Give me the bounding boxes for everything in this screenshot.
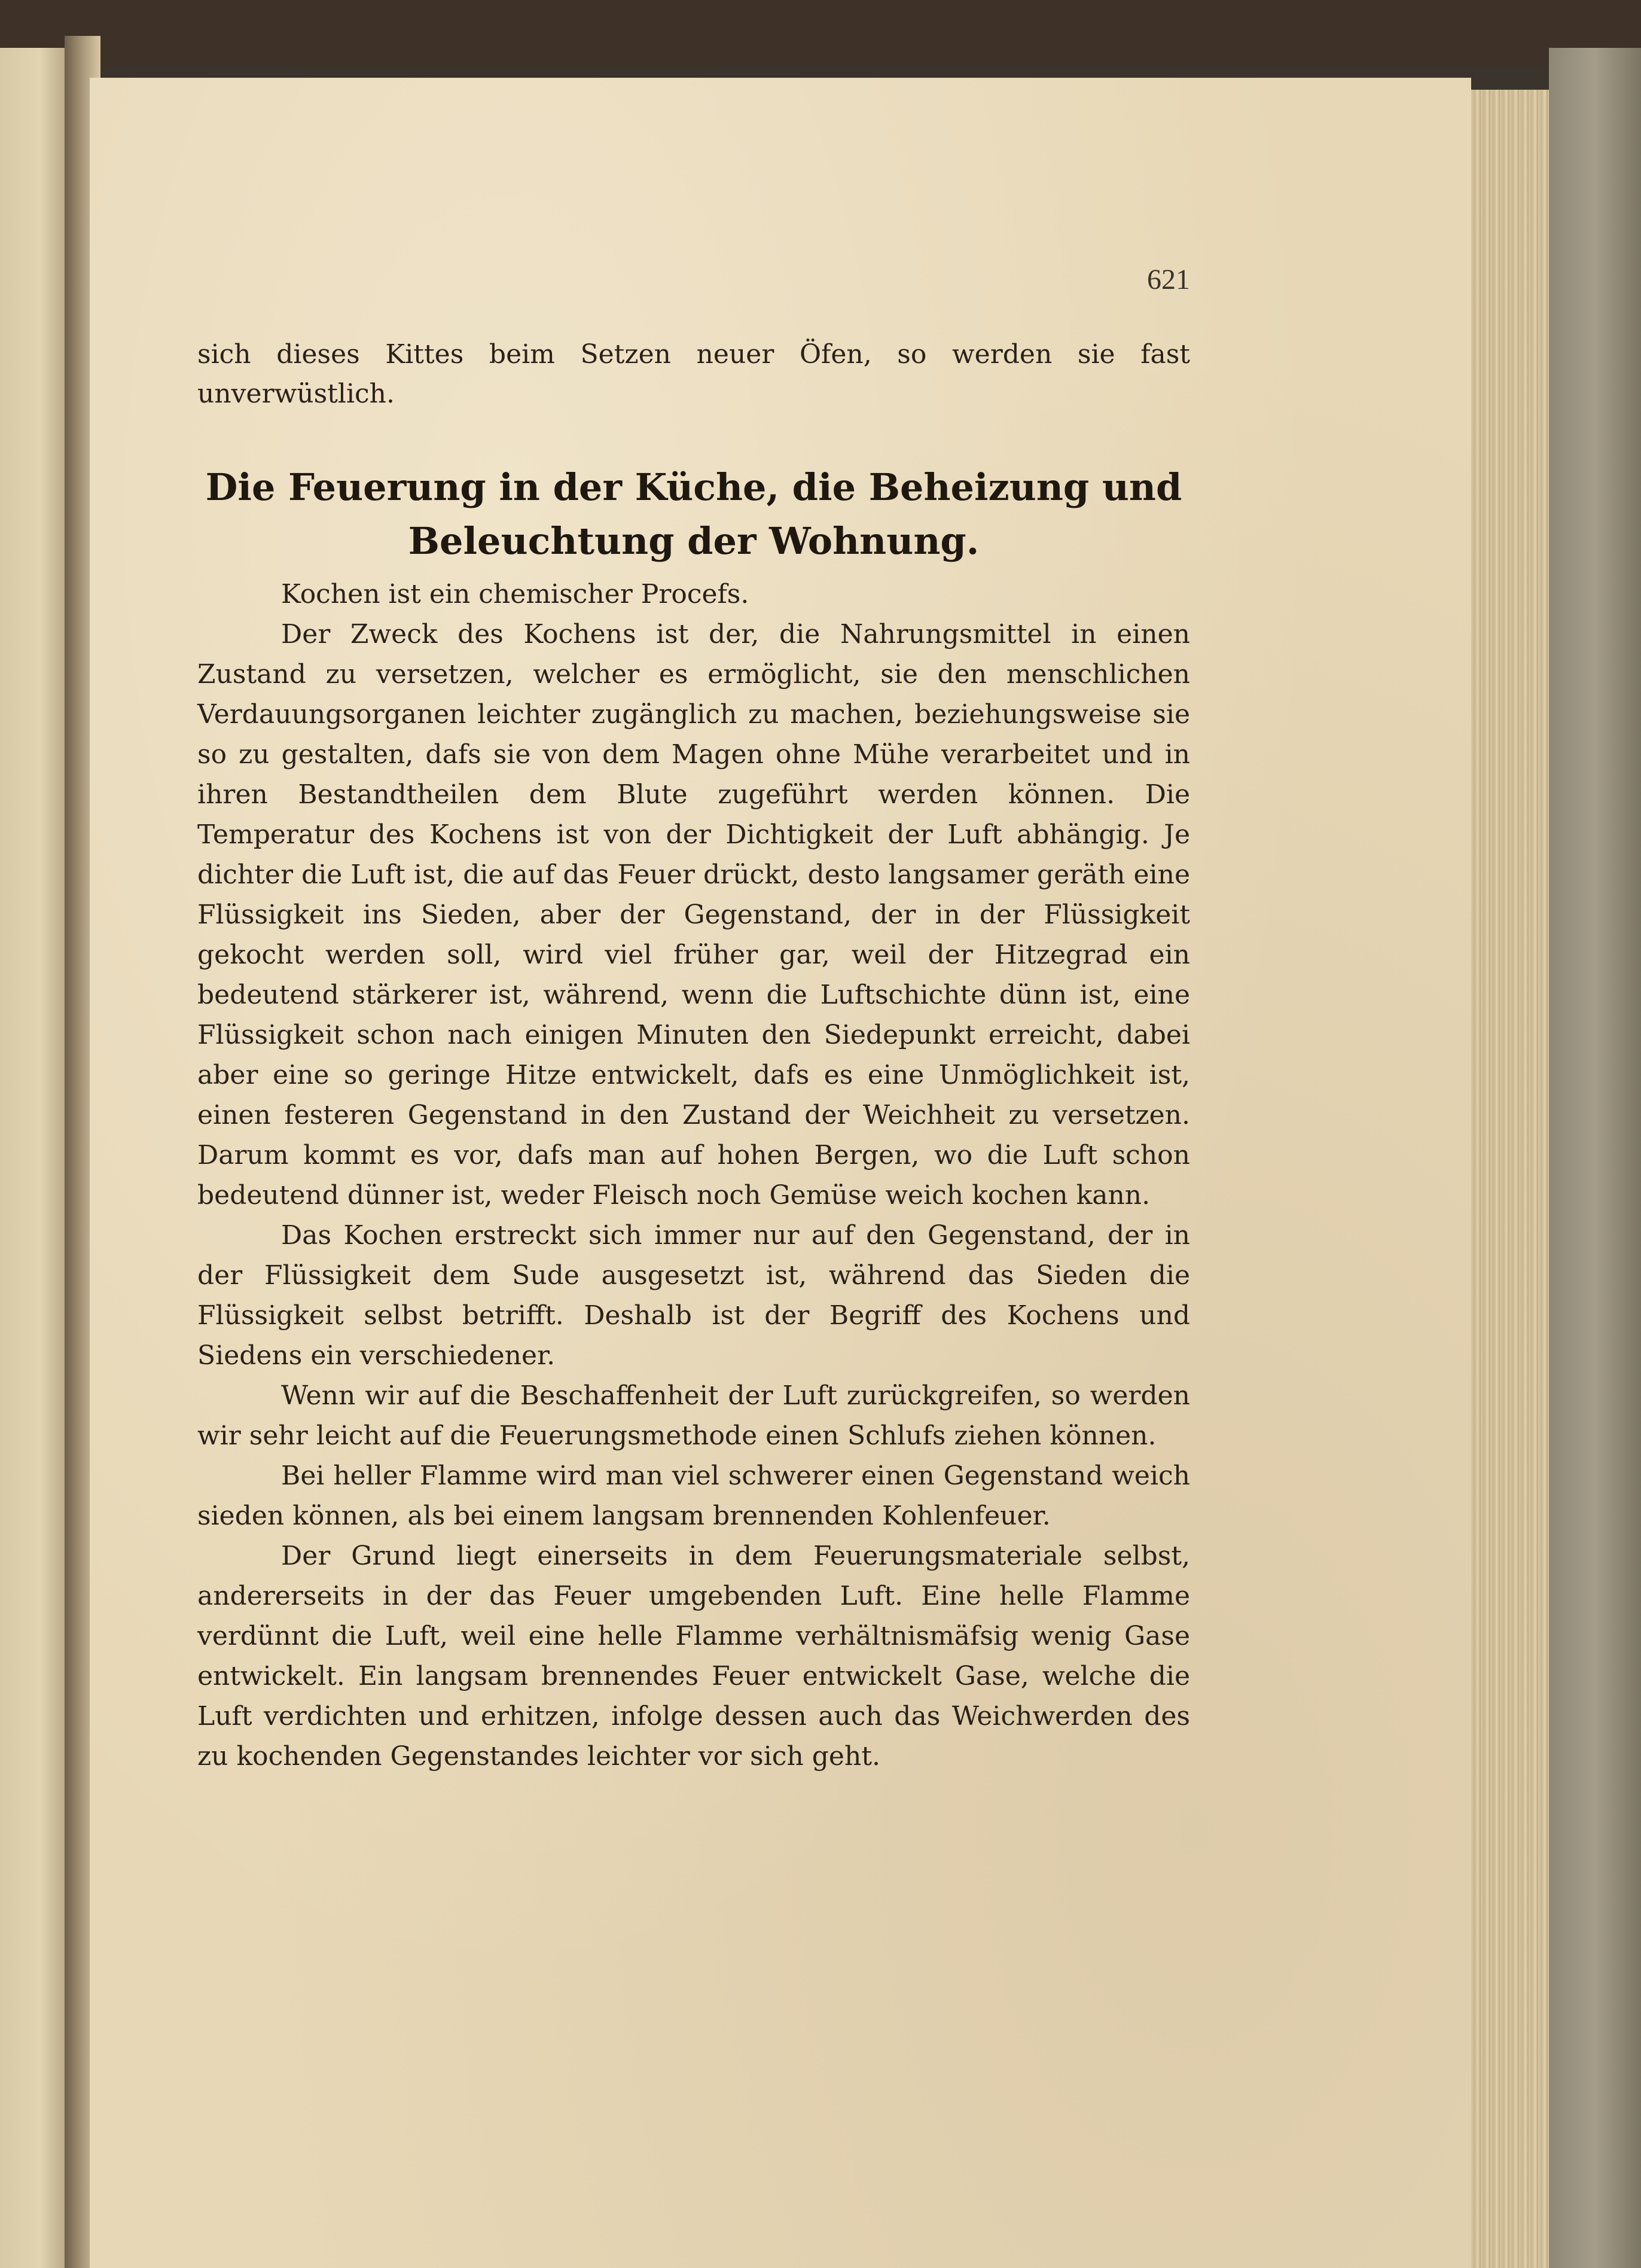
facing-page-edge	[0, 48, 67, 2268]
section-heading: Die Feuerung in der Küche, die Beheizung und Beleuchtung der Wohnung.	[205, 465, 1182, 563]
book-cover-edge	[1549, 48, 1641, 2268]
paragraph: Der Zweck des Kochens ist der, die Nahrungsmittel in einen Zustand zu versetzen, welcher es ermöglicht, sie den menschlichen Verdauungsorganen leichter zugänglich zu machen, beziehungsweise sie so zu gestalten, dafs sie von dem Magen ohne Mühe verarbeitet und in ihren Bestandtheilen dem Blute zugeführt werden können. Die Temperatur des Kochens ist von der Dichtigkeit der Luft abhängig. Je dichter die Luft ist, die auf das Feuer drückt, desto langsamer geräth eine Flüssigkeit ins Sieden, aber der Gegenstand, der in der Flüssigkeit gekocht werden soll, wird viel früher gar, weil der Hitzegrad ein bedeutend stärkerer ist, während, wenn die Luftschichte dünn ist, eine Flüssigkeit schon nach einigen Minuten den Siedepunkt erreicht, dabei aber eine so geringe Hitze entwickelt, dafs es eine Unmöglichkeit ist, einen festeren Gegenstand in den Zustand der Weichheit zu versetzen. Darum kommt es vor, dafs man auf hohen Bergen, wo die Luft schon bedeutend dünner ist, weder Fleisch noch Gemüse weich kochen kann.	[197, 619, 1190, 1211]
body-text	[197, 574, 1190, 1776]
paragraph: Kochen ist ein chemischer Procefs.	[281, 579, 749, 609]
paragraph: Wenn wir auf die Beschaffenheit der Luft zurückgreifen, so werden wir sehr leicht auf die Feuerungsmethode einen Schlufs ziehen können.	[197, 1380, 1190, 1451]
paragraph: Der Grund liegt einerseits in dem Feuerungsmateriale selbst, andererseits in der das Feuer umgebenden Luft. Eine helle Flamme verdünnt die Luft, weil eine helle Flamme verhältnismäfsig wenig Gase entwickelt. Ein langsam brennendes Feuer entwickelt Gase, welche die Luft verdichten und erhitzen, infolge dessen auch das Weichwerden des zu kochenden Gegenstandes leichter vor sich geht.	[197, 1541, 1190, 1772]
paragraph: Das Kochen erstreckt sich immer nur auf den Gegenstand, der in der Flüssigkeit dem Sude ausgesetzt ist, während das Sieden die Flüssigkeit selbst betrifft. Deshalb ist der Begriff des Kochens und Siedens ein verschiedener.	[197, 1220, 1190, 1371]
scan-background	[0, 0, 1641, 66]
page-stack-edge	[1471, 90, 1549, 2268]
page-number: 621	[1147, 264, 1190, 295]
paragraph: Bei heller Flamme wird man viel schwerer einen Gegenstand weich sieden können, als bei einem langsam brennenden Kohlenfeuer.	[197, 1461, 1190, 1531]
carryover-text: sich dieses Kittes beim Setzen neuer Öfen, so werden sie fast unverwüstlich.	[197, 339, 1190, 409]
